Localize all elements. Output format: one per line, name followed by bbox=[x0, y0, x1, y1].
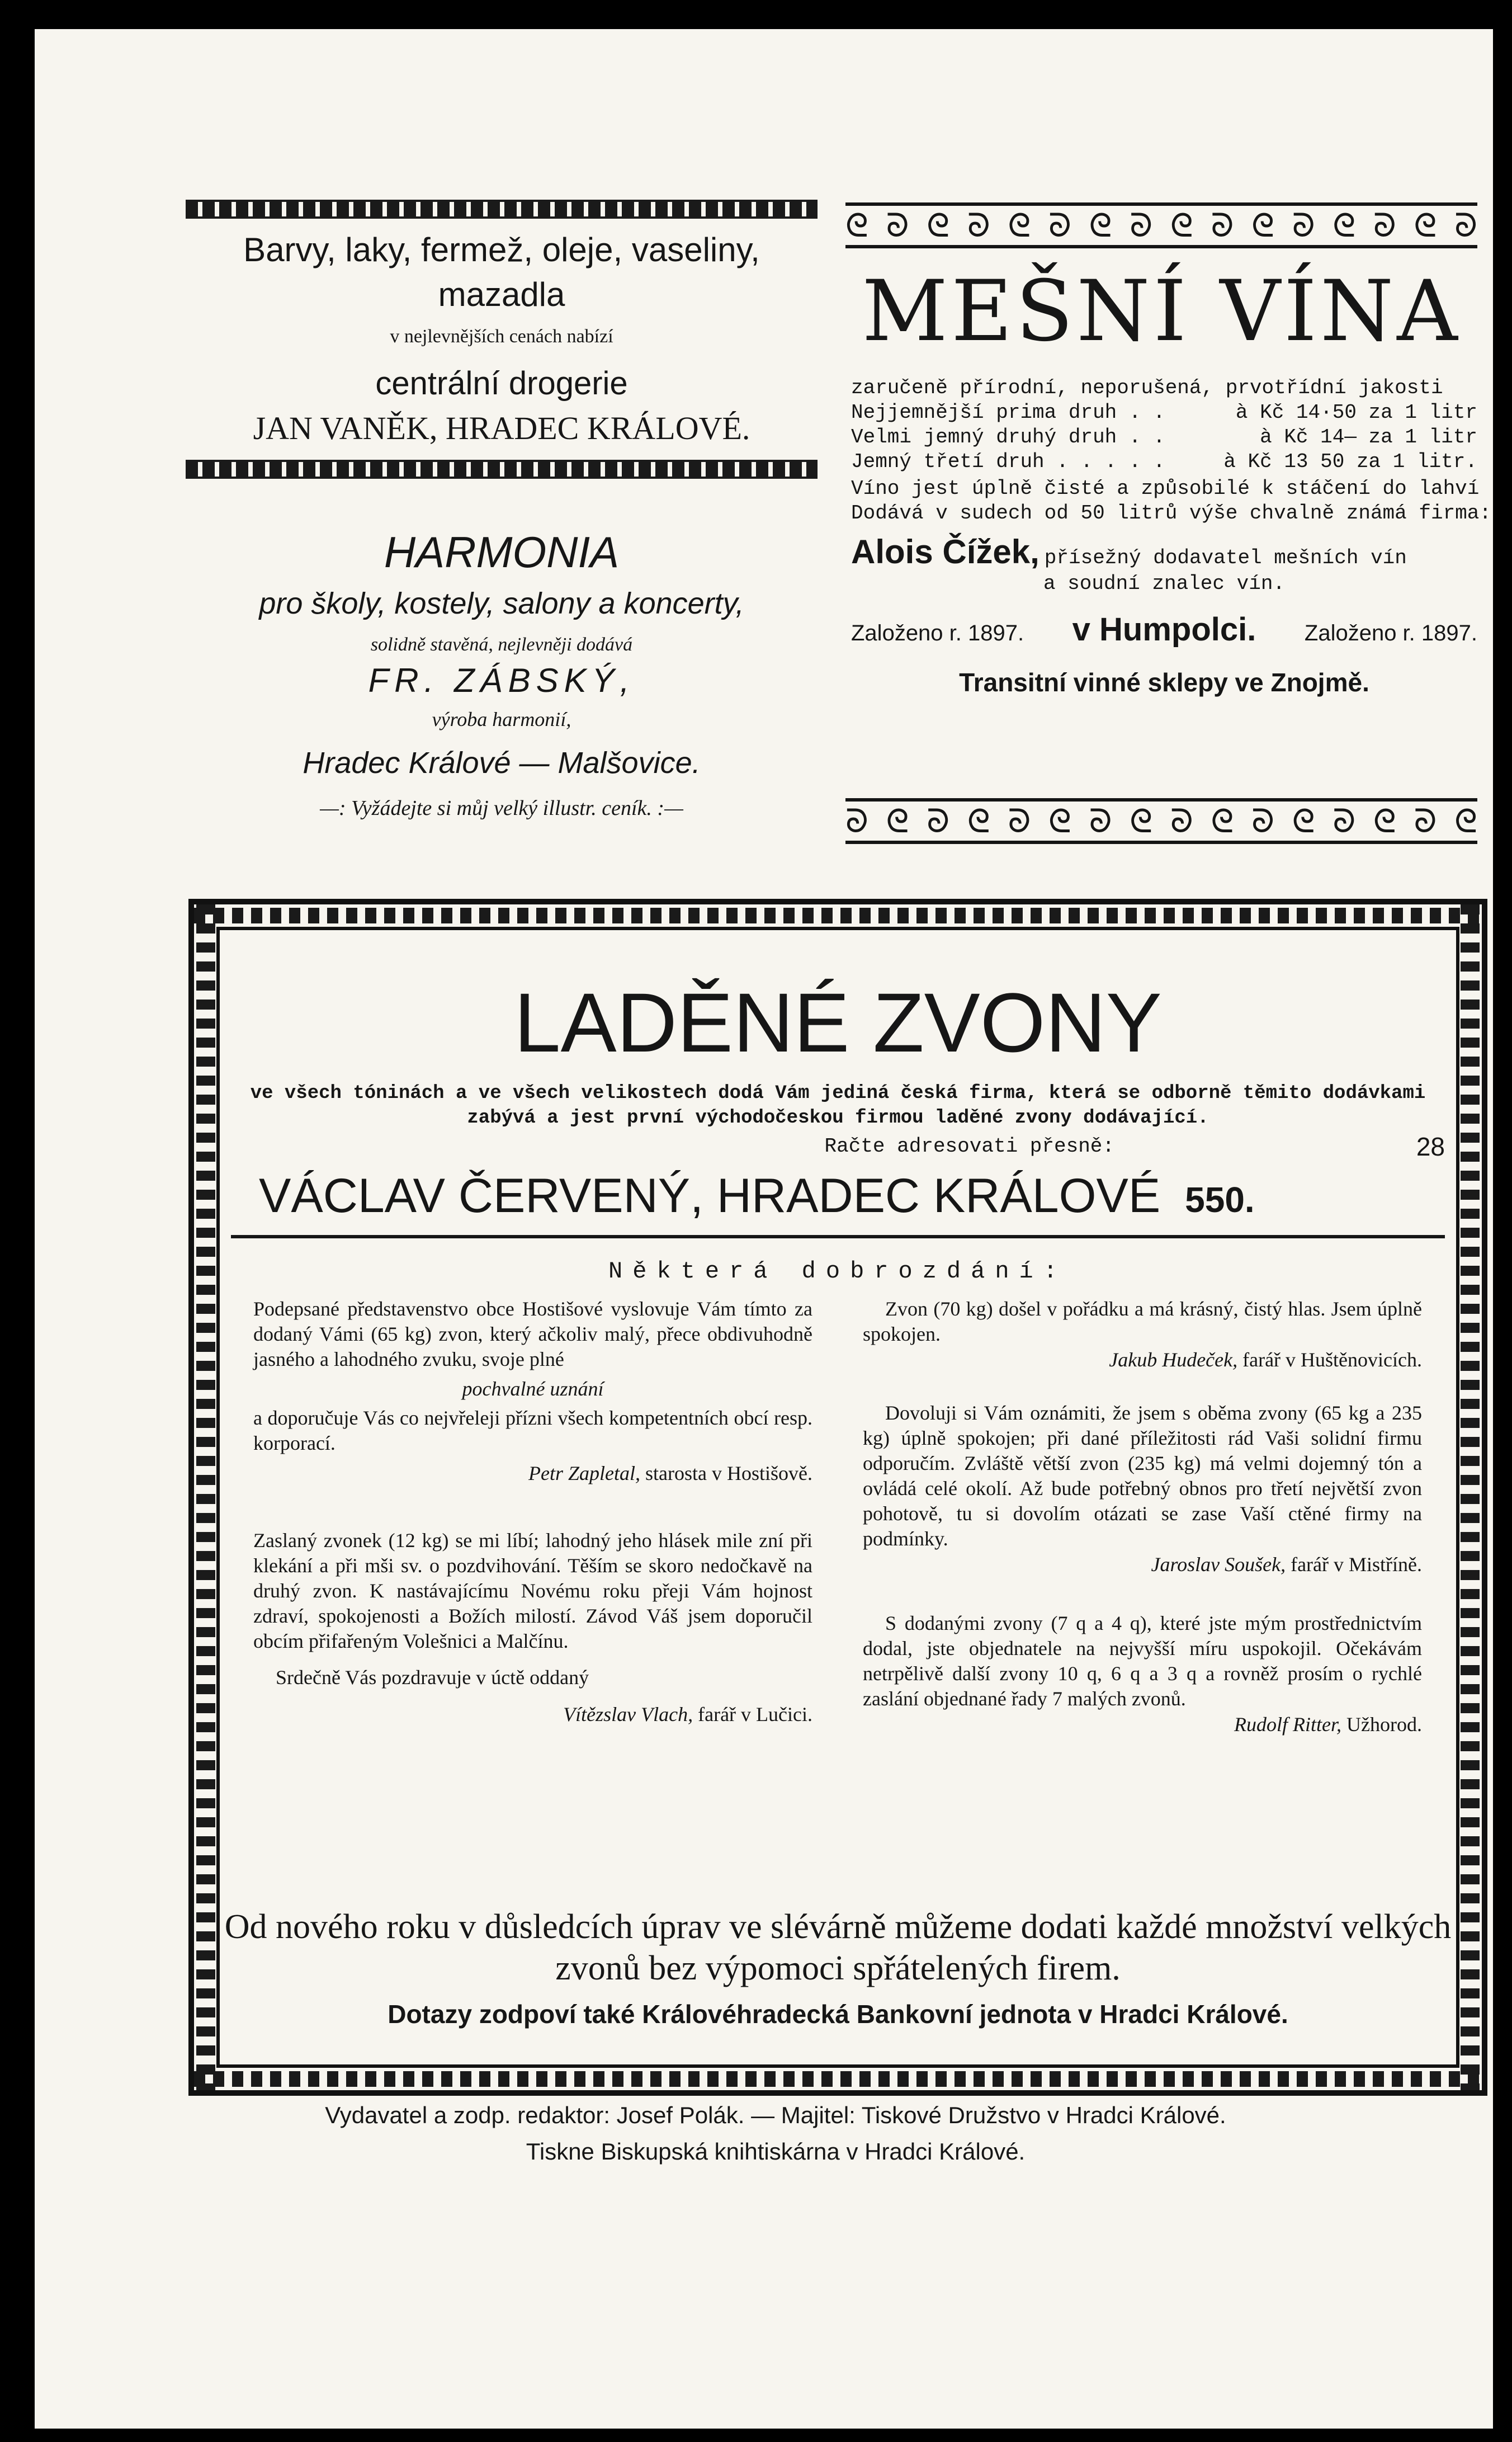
drogerie-type: centrální drogerie bbox=[375, 365, 628, 402]
harmonia-title: HARMONIA bbox=[384, 527, 620, 577]
testimonial-mistrin-signature: Jaroslav Soušek, farář v Mistříně. bbox=[1151, 1553, 1422, 1576]
bell-rule bbox=[231, 1235, 1445, 1238]
testimonial-lucice-signature: Vítězslav Vlach, farář v Lučici. bbox=[563, 1703, 812, 1726]
imprint-line-1: Vydavatel a zodp. redaktor: Josef Polák. — Majitel: Tiskové Družstvo v Hradci Králové. bbox=[325, 2102, 1226, 2128]
bell-company bbox=[259, 1168, 1255, 1228]
frame-ornament-right bbox=[1461, 904, 1480, 2090]
bell-advert-inner bbox=[216, 927, 1459, 2068]
bell-company-name: VÁCLAV ČERVENÝ, HRADEC KRÁLOVÉ bbox=[259, 1169, 1161, 1223]
wine-guarantee: zaručeně přírodní, neporušená, prvotřídní jakosti bbox=[851, 376, 1443, 399]
testimonial-mistrin-text: Dovoluji si Vám oznámiti, že jsem s oběma zvony (65 kg a 235 kg) úplně spokojen; při dané příležitosti rád Vaši solidní firmu odporučím. Zvláště větší zvon (235 kg) má velmi dojemný tón a ovládá celé okolí. Až bude potřebný obnos pro třetí největší zvon pohotově, tu si dovolím otázati se zase Vaší ctěné firmy na podmínky. bbox=[863, 1402, 1422, 1550]
bell-advert-frame bbox=[188, 899, 1487, 2096]
harmonia-maker: FR. ZÁBSKÝ, bbox=[368, 662, 635, 699]
newspaper-page bbox=[35, 29, 1493, 2429]
wine-founded-right: Založeno r. 1897. bbox=[1304, 621, 1477, 645]
testimonial-hostisov-text: Podepsané představenstvo obce Hostišové vyslovuje Vám tímto za dodaný Vámi (65 kg) zvon, který ačkoliv malý, přece obdivuhodně jasného a lahodného zvuku, svoje plné bbox=[253, 1298, 812, 1370]
wine-founded-left: Založeno r. 1897. bbox=[851, 621, 1024, 645]
testimonial-lucice-text: Zaslaný zvonek (12 kg) se mi líbí; lahodný jeho hlásek mile zní při klekání a při mši sv. o pozdvihování. Těším se skoro nedočkavě na druhý zvon. K nastávajícímu Novému roku přeji Vám hojnost zdraví, spokojenosti a Božích milostí. Závod Váš jsem doporučil obcím přifařeným Volešnici a Malčínu. bbox=[253, 1529, 812, 1652]
testimonials-heading: Některá dobrozdání: bbox=[608, 1258, 1067, 1285]
wine-ornament-top: ᘓ ᘐ ᘓ ᘐ ᘓ ᘐ ᘓ ᘐ ᘓ ᘐ ᘓ ᘐ ᘓ ᘐ ᘓ ᘐ bbox=[845, 202, 1477, 248]
wine-cellars: Transitní vinné sklepy ve Znojmě. bbox=[959, 668, 1369, 697]
imprint-line-2: Tiskne Biskupská knihtiskárna v Hradci Králové. bbox=[526, 2138, 1026, 2165]
wine-seller-role-cont: a soudní znalec vín. bbox=[1043, 572, 1286, 595]
wine-seller-name: Alois Čížek, bbox=[851, 533, 1040, 571]
ornamental-border-bottom bbox=[186, 460, 818, 479]
harmonia-catalogue: —: Vyžádejte si můj velký illustr. ceník. :— bbox=[320, 796, 683, 820]
bell-new-year-notice: Od nového roku v důsledcích úprav ve slévárně můžeme dodati každé množství velkých zvonů bez výpomoci spřátelených firem. bbox=[224, 1908, 1452, 1987]
drogerie-product: mazadla bbox=[438, 276, 565, 313]
wine-title: MEŠNÍ VÍNA bbox=[862, 263, 1461, 360]
testimonials-right bbox=[863, 1297, 1422, 1737]
wine-ornament-bottom: ᘐ ᘓ ᘐ ᘓ ᘐ ᘓ ᘐ ᘓ ᘐ ᘓ ᘐ ᘓ ᘐ ᘓ ᘐ ᘓ bbox=[845, 798, 1477, 844]
harmonia-product: výroba harmonií, bbox=[432, 708, 571, 730]
wine-location: v Humpolci. bbox=[1072, 611, 1256, 648]
drogerie-offer: v nejlevnějších cenách nabízí bbox=[390, 326, 613, 347]
wine-price-row: Jemný třetí druh . . . . . à Kč 13 50 za 1 litr. bbox=[851, 450, 1477, 473]
wine-price-list bbox=[851, 400, 1477, 474]
frame-ornament-bottom bbox=[194, 2071, 1482, 2087]
testimonial-hostisov-signature: Petr Zapletal, starosta v Hostišově. bbox=[528, 1462, 812, 1484]
frame-ornament-left bbox=[196, 904, 215, 2090]
testimonial-hustenovice-text: Zvon (70 kg) došel v pořádku a má krásný, čistý hlas. Jsem úplně spokojen. bbox=[863, 1298, 1422, 1345]
testimonial-uzhorod-text: S dodanými zvony (7 q a 4 q), které jste mým prostřednictvím dodal, jste objednatele na nejvyšší míru uspokojil. Očekávám netrpělivě další zvony 10 q, 6 q a 3 q a rovněž prosím o rychlé zaslání objednané řady 7 malých zvonů. bbox=[863, 1612, 1422, 1710]
ornamental-border-top bbox=[186, 200, 818, 219]
bell-phone-number: 28 bbox=[1416, 1132, 1445, 1161]
bell-address-note: Račte adresovati přesně: bbox=[824, 1135, 1114, 1158]
wine-price-row: Nejjemnější prima druh . . à Kč 14·50 za 1 litr bbox=[851, 401, 1477, 424]
testimonial-uzhorod-signature: Rudolf Ritter, Užhorod. bbox=[1234, 1713, 1422, 1736]
drogerie-headline: Barvy, laky, fermež, oleje, vaseliny, bbox=[243, 231, 760, 268]
wine-seller-role: přísežný dodavatel mešních vín bbox=[1044, 546, 1407, 569]
testimonial-lucice-greeting: Srdečně Vás pozdravuje v úctě oddaný bbox=[276, 1666, 589, 1689]
bell-title: LADĚNÉ ZVONY bbox=[514, 975, 1162, 1069]
harmonia-quality: solidně stavěná, nejlevněji dodává bbox=[370, 634, 633, 655]
drogerie-owner: JAN VANĚK, HRADEC KRÁLOVÉ. bbox=[253, 410, 750, 446]
bell-description: ve všech tóninách a ve všech velikostech dodá Vám jediná česká firma, která se odborně těmito dodávkami zabývá a jest první východočeskou firmou laděné zvony dodávající. bbox=[250, 1083, 1426, 1129]
testimonial-hostisov-praise: pochvalné uznání bbox=[462, 1378, 604, 1400]
bell-company-number: 550. bbox=[1185, 1180, 1255, 1220]
harmonia-location: Hradec Králové — Malšovice. bbox=[303, 746, 701, 780]
testimonial-hustenovice-signature: Jakub Hudeček, farář v Huštěnovicích. bbox=[1109, 1349, 1422, 1371]
wine-price-row: Velmi jemný druhý druh . . à Kč 14— za 1 litr bbox=[851, 426, 1477, 449]
harmonia-purpose: pro školy, kostely, salony a koncerty, bbox=[259, 587, 744, 620]
frame-ornament-top bbox=[194, 908, 1482, 923]
wine-quality-note: Víno jest úplně čisté a způsobilé k stáčení do lahví bbox=[851, 477, 1480, 500]
wine-delivery-note: Dodává v sudech od 50 litrů výše chvalně známá firma: bbox=[851, 502, 1491, 525]
testimonial-hostisov-text2: a doporučuje Vás co nejvřeleji přízni všech kompetentních obcí resp. korporací. bbox=[253, 1407, 812, 1454]
bell-inquiries: Dotazy zodpoví také Královéhradecká Bankovní jednota v Hradci Králové. bbox=[388, 2000, 1288, 2029]
testimonials-left bbox=[253, 1297, 812, 1727]
wine-seller bbox=[851, 535, 1477, 575]
wine-founded-row bbox=[851, 611, 1477, 648]
